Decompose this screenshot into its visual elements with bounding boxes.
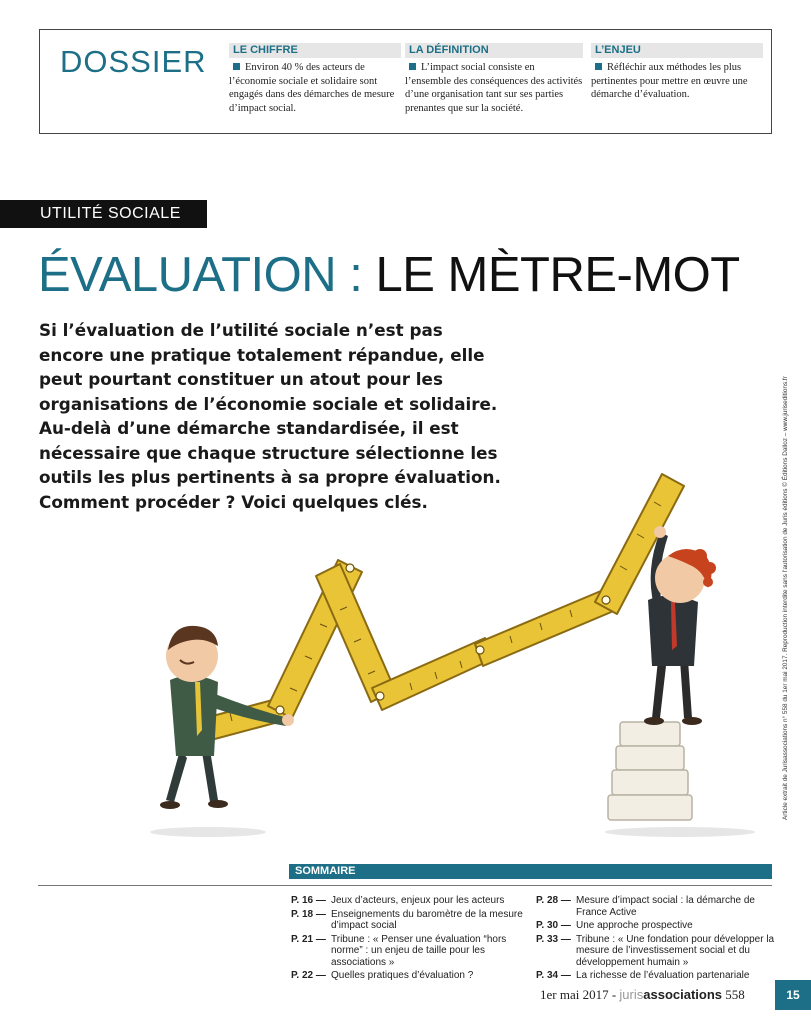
sommaire-item[interactable] (291, 934, 527, 969)
item-text: Tribune : « Une fondation pour développer la mesure de l’investissement social et du développement humain » (576, 933, 775, 968)
item-text: Enseignements du baromètre de la mesure d’impact social (331, 908, 523, 931)
page-ref: P. 28 — (536, 895, 571, 906)
chapeau-text: Si l’évaluation de l’utilité sociale n’est pas encore une pratique totalement répandue, elle peut pourtant constituer un atout pour les organisations de l’économie sociale et solidaire. Au-delà d’une démarche standardisée, il est nécessaire que chaque structure sélectionne les outils les plus pertinents à sa propre évaluation. Comment procéder ? Voici quelques clés. (39, 320, 501, 512)
page-number: 15 (775, 980, 811, 1010)
item-text: Une approche prospective (576, 920, 693, 931)
item-text: Jeux d’acteurs, enjeux pour les acteurs (331, 895, 505, 906)
sommaire-left-column (291, 895, 527, 984)
dossier-heading: L’ENJEU (591, 43, 763, 58)
sommaire-heading: SOMMAIRE (289, 864, 772, 879)
title-part-1: ÉVALUATION : (38, 248, 363, 302)
dossier-heading: LA DÉFINITION (405, 43, 583, 58)
page-ref: P. 33 — (536, 933, 571, 945)
illustration-icon (140, 460, 780, 840)
dossier-text: L’impact social consiste en l’ensemble des conséquences des activités d’une organisation tant sur ses parties prenantes que sur la société. (405, 62, 583, 114)
footer-date: 1er mai 2017 - (540, 987, 617, 1002)
footer-issue: 558 (725, 987, 745, 1002)
bullet-icon (409, 63, 416, 70)
footer-brand: associations (643, 987, 723, 1002)
sommaire-item[interactable] (536, 934, 776, 969)
dossier-text: Réfléchir aux méthodes les plus pertinentes pour mettre en œuvre une démarche d’évaluation. (591, 62, 748, 100)
copyright-credit: Article extrait de Jurisassociations n° 558 du 1er mai 2017. Reproduction interdite sans l’autorisation de Juris éditions © Éditions Dalloz – www.juriseditions.fr (782, 376, 789, 820)
page-ref: P. 34 — (536, 970, 571, 981)
article-title (38, 245, 740, 305)
footer-juris: juris (619, 987, 644, 1002)
dossier-heading: LE CHIFFRE (229, 43, 401, 58)
page-ref: P. 16 — (291, 895, 326, 906)
page-ref: P. 22 — (291, 970, 326, 981)
sommaire-item[interactable] (291, 909, 527, 932)
item-text: La richesse de l’évaluation partenariale (576, 970, 750, 981)
sommaire-item[interactable] (536, 895, 776, 918)
sommaire-item[interactable] (536, 920, 776, 932)
page-ref: P. 21 — (291, 933, 326, 945)
item-text: Mesure d’impact social : la démarche de France Active (576, 895, 755, 918)
bullet-icon (233, 63, 240, 70)
page-ref: P. 18 — (291, 908, 326, 920)
sommaire-item[interactable] (291, 970, 527, 982)
item-text: Quelles pratiques d’évaluation ? (331, 970, 474, 981)
dossier-column-definition (405, 43, 583, 115)
sommaire-right-column (536, 895, 776, 984)
dossier-column-enjeu (591, 43, 763, 102)
divider (38, 885, 772, 886)
page-footer (540, 987, 745, 1003)
dossier-label: DOSSIER (60, 44, 207, 79)
page-ref: P. 30 — (536, 920, 571, 931)
dossier-column-chiffre (229, 43, 401, 115)
title-part-2: LE MÈTRE-MOT (375, 248, 740, 302)
bullet-icon (595, 63, 602, 70)
rubric-label: UTILITÉ SOCIALE (0, 200, 207, 228)
dossier-text: Environ 40 % des acteurs de l’économie sociale et solidaire sont engagés dans des démarches de mesure d’impact social. (229, 62, 395, 114)
sommaire-item[interactable] (291, 895, 527, 907)
sommaire-item[interactable] (536, 970, 776, 982)
item-text: Tribune : « Penser une évaluation “hors norme” : un enjeu de taille pour les associations » (331, 933, 507, 968)
